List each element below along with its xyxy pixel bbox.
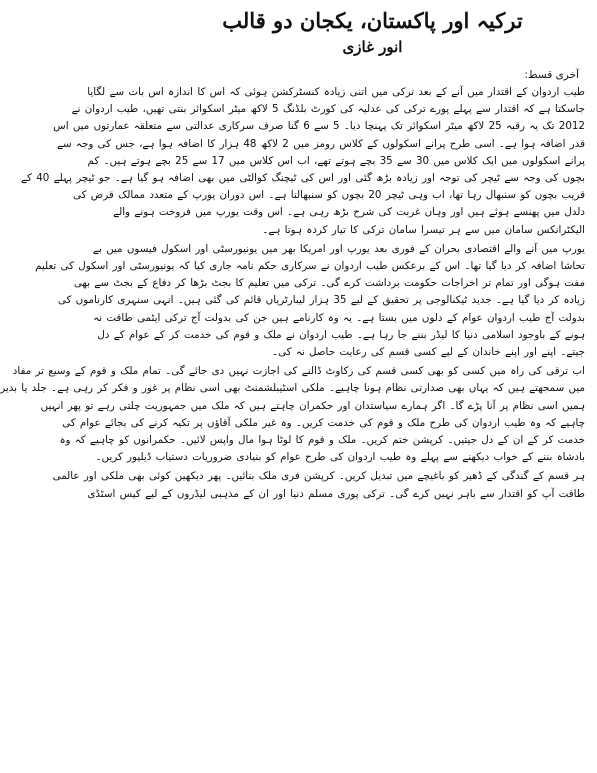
paragraph-line: طاقت آپ کو اقتدار سے باہر نہیں کرے گی۔ ترکی پوری مسلم دنیا اور ان کے مذہبی لیڈروں کے لیے کیس اسٹڈی [87, 487, 585, 500]
article-paragraph [52, 468, 585, 502]
article-paragraph [20, 84, 585, 239]
paragraph-line: چاہیے کہ وہ طیب اردوان کی طرح ملک و قوم کی خدمت کریں۔ وہ غیر ملکی آقاؤں پر تکیہ کرنے کی بجائے عوام کی [62, 416, 585, 429]
paragraph-line: جیتے۔ اپنے اور اپنے خاندان کے لیے کسی قسم کی رعایت حاصل نہ کی۔ [272, 346, 585, 359]
paragraph-line: قریب بچوں کو سنبھال رہا تھا، اب وہی ٹیچر 20 بچوں کو سنبھالتا ہے۔ اس دوران یورپ کے متعدد ممالک قرض کی [73, 189, 585, 202]
article-title: ترکیہ اور پاکستان، یکجان دو قالب [222, 8, 523, 33]
paragraph-line: ہر قسم کے گندگی کے ڈھیر کو باغیچے میں تبدیل کریں۔ کرپشن فری ملک بنائیں۔ پھر دیکھیں کوئی بھی ملکی اور عالمی [52, 470, 585, 483]
paragraph-line: یورپ میں آنے والے اقتصادی بحران کے فوری بعد یورپ اور امریکا بھر میں یونیورسٹی اور اسکول فیسوں میں بے [92, 242, 585, 255]
paragraph-line: جاسکتا ہے کہ اقتدار سے پہلے پورے ترکی کی عدلیہ کی کورٹ بلڈنگ 5 لاکھ میٹر اسکوائر بنتی تھیں، طیب اردوان نے [71, 103, 585, 116]
paragraph-line: پرانے اسکولوں میں ایک کلاس میں 30 سے 35 بچے ہوتے تھے، اب اس کلاس میں 17 سے 25 بچے ہوتے ہیں۔ کم [87, 154, 585, 167]
paragraph-line: بادشاہ بننے کے خواب دیکھنے سے پہلے وہ طیب اردوان کی طرح عوام کو بنیادی ضروریات دستیاب ڈیلیور کریں۔ [95, 451, 585, 464]
paragraph-line: زیادہ کر دیا گیا ہے۔ جدید ٹیکنالوجی پر تحقیق کے لیے 35 ہزار لیبارٹریاں قائم کی گئی ہیں۔ انہی سنہری کارناموں کی [57, 294, 585, 307]
paragraph-line: مفت ہوگی اور تمام تر اخراجات حکومت برداشت کرے گی۔ ترکی میں تعلیم کا بجٹ بڑھا کر دفاع کے بجٹ سے بھی [73, 277, 585, 290]
paragraph-line: تحاشا اضافہ کر دیا گیا تھا۔ اس کے برعکس طیب اردوان نے سرکاری حکم نامہ جاری کیا کہ یونیورسٹی اور اسکول کی تعلیم [35, 260, 585, 273]
paragraph-line: خدمت کر کے ان کے دل جیتیں۔ کرپشن ختم کریں۔ ملک و قوم کا لوٹا ہوا مال واپس لائیں۔ حکمرانوں کو چاہیے کہ وہ [59, 434, 585, 447]
paragraph-line: الیکٹرانکس سامان میں سے ہر تیسرا سامان ترکی کا تیار کردہ ہوتا ہے۔ [262, 223, 585, 236]
paragraph-line: بدولت آج طیب اردوان عوام کے دلوں میں بستا ہے۔ یہ وہ کارنامے ہیں جن کی بدولت آج ترکی ایٹمی طاقت نہ [93, 311, 585, 324]
paragraph-line: ہمیں اسی نظام پر آنا پڑے گا۔ اگر ہمارے سیاستدان اور حکمران چاہتے ہیں کہ ملک میں جمہوریت چلتی رہے تو پھر انہیں [40, 399, 585, 412]
paragraph-line: بچوں کی وجہ سے ٹیچر کی توجہ اور زیادہ بڑھ گئی اور اس کی ٹیچنگ کوالٹی میں بھی اضافہ ہو گیا ہے۔ جو ٹیچر پہلے 40 کے [20, 172, 585, 185]
paragraph-line: 2012 تک یہ رقبہ 25 لاکھ میٹر اسکوائر تک پہنچا دیا۔ 5 سے 6 گنا صرف سرکاری عدالتی سے متعلقہ عمارتوں میں اس [53, 120, 585, 133]
paragraph-line: اب ترقی کی راہ میں کسی کو بھی کسی قسم کی رکاوٹ ڈالنے کی اجازت نہیں دی جائے گی۔ تمام ملک و قوم کے وسیع تر مفاد [12, 365, 585, 378]
paragraph-line: دلدل میں پھنسے ہوئے ہیں اور وہاں غربت کی شرح بڑھ رہی ہے۔ اس وقت یورپ میں فروخت ہونے والے [113, 206, 585, 219]
article-author: انور غازی [342, 38, 403, 56]
paragraph-line: طیب اردوان کے اقتدار میں آنے کے بعد ترکی میں اتنی زیادہ کنسٹرکشن ہوئی کہ اس کا اندازہ اس بات سے لگایا [87, 86, 585, 98]
article-body [0, 84, 585, 503]
article-paragraph [0, 363, 585, 466]
part-label: آخری قسط: [524, 69, 579, 81]
article-paragraph [35, 241, 585, 361]
paragraph-line: ہونے کے باوجود اسلامی دنیا کا لیڈر بننے جا رہا ہے۔ طیب اردوان نے ملک و قوم کی خدمت کر کے عوام کے دل [97, 328, 585, 341]
paragraph-line: قدر اضافہ ہوا ہے۔ اسی طرح پرانے اسکولوں کے کلاس رومز میں 2 لاکھ 48 ہزار کا اضافہ ہوا ہے، جس کی وجہ سے [56, 137, 585, 150]
paragraph-line: میں سمجھتے ہیں کہ یہاں بھی صدارتی نظام ہونا چاہیے۔ ملکی اسٹیبلشمنٹ بھی اسی نظام پر غور و فکر کر رہی ہے۔ جلد یا بدیر [0, 382, 585, 395]
